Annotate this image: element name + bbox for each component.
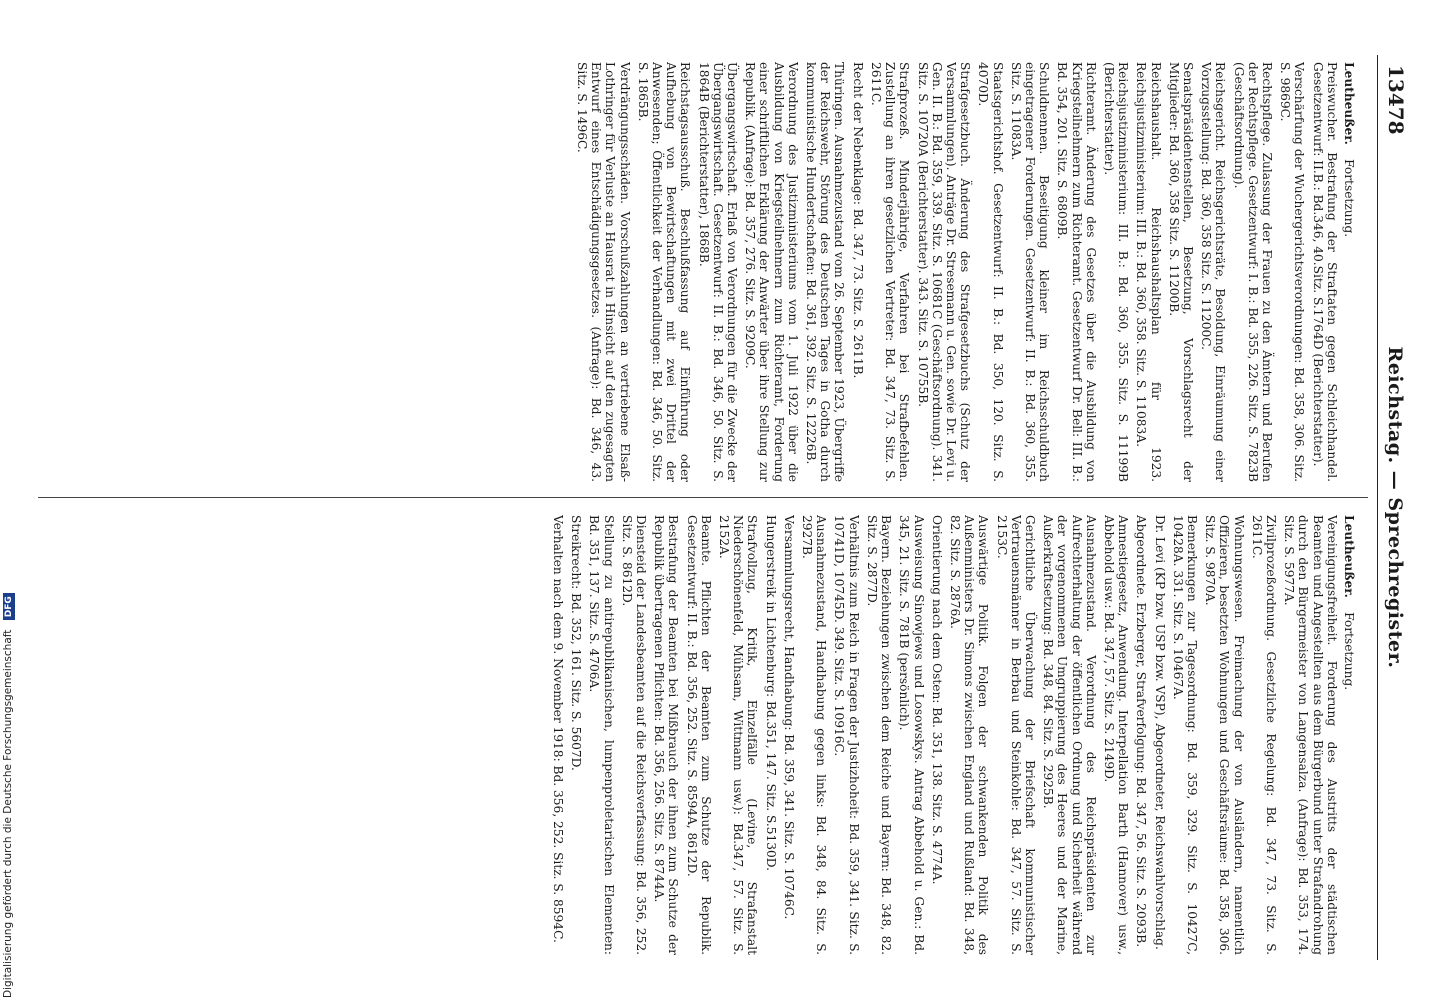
register-entry: Zivilprozeßordnung. Gesetzliche Regelung: Bd. 347, 73. Sitz. S. 2611C. bbox=[1249, 515, 1278, 955]
register-entry: Diensteid der Landesbeamten auf die Reichsverfassung: Bd. 356, 252. Sitz. S. 8612D. bbox=[619, 515, 649, 955]
continuation-label: Fortsetzung. bbox=[1342, 159, 1356, 238]
running-title: Reichstag. — Sprechregister. bbox=[1384, 346, 1406, 669]
register-entry: Schuldnennen. Beseitigung kleiner im Reichsschuldbuch eingetragener Forderungen. Gesetzentwurf: II. B.: Bd. 360, 355. Sitz. S. 11083A. bbox=[1008, 62, 1052, 482]
register-entry: Ausweisung Sinowjews und Losowskys. Antrag Abbehold u. Gen.: Bd. 345, 21. Sitz. S. 781B (persönlich). bbox=[897, 515, 926, 955]
register-entry: Vereinigungsfreiheit. Forderung des Austritts der städtischen Beamten und Angestellten aus dem Bürgerbund unter Strafandrohung durch den Bürgermeister von Langensalza. (Anfrage): Bd. 353, 174. Sitz. S. 5977A. bbox=[1282, 515, 1339, 955]
register-entry: Beamte. Pflichten der Beamten zum Schutze der Republik. Gesetzentwurf: II. B.: Bd. 356, 252. Sitz. S. 8594A, 8612D. bbox=[684, 515, 713, 955]
right-column bbox=[46, 515, 1356, 955]
speaker-name: Leutheußer. bbox=[1342, 62, 1356, 145]
register-entry: Übergangswirtschaft. Erlaß von Verordnungen für die Zwecke der Übergangswirtschaft. Gesetzentwurf: II. B.: Bd. 346, 50. Sitz. S. 1864B (Berichterstatter), 1868B. bbox=[696, 62, 740, 482]
left-column bbox=[46, 62, 1356, 482]
register-entry: Verhältnis zum Reich in Fragen der Justizhoheit: Bd. 359, 341. Sitz. S. 10741D, 10745D. 349. Sitz. S. 10916C. bbox=[832, 515, 861, 955]
register-entry: Bestrafung der Beamten bei Mißbrauch der ihnen zum Schutze der Republik übertragenen Pflichten: Bd. 356, 256. Sitz. S. 8744A. bbox=[652, 515, 681, 955]
column-heading bbox=[1342, 62, 1356, 482]
column-heading bbox=[1342, 515, 1356, 955]
register-entry: Strafprozeß. Minderjährige, Verfahren bei Strafbefehlen. Zustellung an ihren gesetzlichen Vertreter: Bd. 347, 73. Sitz. S. 2611C. bbox=[868, 62, 912, 482]
footer-credit-text: Digitalisierung gefördert durch die Deutsche Forschungsgemeinschaft bbox=[2, 629, 14, 998]
register-entry: Stellung zu antirepublikanischen, lumpenproletarischen Elementen: Bd. 351, 137. Sitz. S. 4706A. bbox=[587, 515, 616, 955]
register-entry: Auswärtige Politik. Folgen der schwankenden Politik des Außenministers Dr. Simons zwischen England und Rußland: Bd. 348, 82. Sitz. S. 2876A. bbox=[947, 515, 991, 955]
footer-credit bbox=[2, 0, 24, 998]
register-entry: Reichshaushalt. Reichshaushaltsplan für 1923. Reichsjustizministerium: III. B.: Bd. 360, 358. Sitz. S. 11083A. bbox=[1134, 62, 1163, 482]
register-entry: Verdrängungsschäden. Vorschußzahlungen an vertriebene Elsaß-Lothringer für Verluste an Hausrat in Hinsicht auf den zugesagten Entwurf eines Entschädigungsgesetzes. (Anfrage): Bd. 346, 43. Sitz. S. 1496C. bbox=[575, 62, 632, 482]
register-entry: Amnestiegesetz, Anwendung. Interpellation Barth (Hannover) usw., Abbehold usw.: Bd. 347, 57. Sitz. S. 2149D. bbox=[1101, 515, 1131, 955]
register-entry: Preiswucher. Bestrafung der Straftaten gegen Schleichhandel. Gesetzentwurf: II.B.: Bd.346, 40.Sitz. S.1764D (Berichterstatter). bbox=[1310, 62, 1339, 482]
speaker-name: Leutheußer. bbox=[1342, 515, 1356, 598]
register-entry: Recht der Nebenklage: Bd. 347, 73. Sitz. S. 2611B. bbox=[850, 62, 865, 379]
register-entry: Reichsjustizministerium: III. B.: Bd. 360, 355. Sitz. S. 11199B (Berichterstatter). bbox=[1101, 62, 1131, 482]
register-entry: Gerichtliche Überwachung der Briefschaft kommunistischer Vertrauensmänner in Berbau und Steinkohle: Bd. 347, 57. Sitz. S. 2153C. bbox=[994, 515, 1037, 955]
register-entry: Ausnahmezustand, Handhabung gegen links: Bd. 348, 84. Sitz. S. 2927B. bbox=[800, 515, 829, 955]
dfg-logo-icon: DFG bbox=[3, 593, 15, 620]
column-divider bbox=[38, 497, 1368, 498]
page-number: 13478 bbox=[1384, 65, 1408, 135]
register-entry: Bayern. Beziehungen zwischen dem Reiche und Bayern: Bd. 348, 82. Sitz. S. 2877D. bbox=[864, 515, 894, 955]
page-header bbox=[1377, 55, 1412, 960]
register-entry: Ausnahmezustand. Verordnung des Reichspräsidenten zur Aufrechterhaltung der öffentlichen Ordnung und Sicherheit während der vorgenommenen Umgruppierung des Heeres und der Marine, Außerkraftsetzung: Bd. 348, 84. Sitz. S. 2925B. bbox=[1041, 515, 1098, 955]
register-entry: Streikrecht: Bd. 352, 161. Sitz. S. 5607D. bbox=[569, 515, 584, 771]
register-entry: Staatsgerichtshof. Gesetzentwurf: II. B.: Bd. 350, 120. Sitz. S. 4070D. bbox=[976, 62, 1005, 482]
entry-list bbox=[551, 515, 1339, 955]
register-entry: Rechtspflege. Zulassung der Frauen zu den Ämtern und Berufen der Rechtspflege. Gesetzentwurf: I. B.: Bd. 355, 226. Sitz. S. 7823B (Geschäftsordnung). bbox=[1231, 62, 1274, 482]
register-entry: Abgeordnete. Erzberger, Strafverfolgung: Bd. 347, 56. Sitz. S. 2093B. bbox=[1134, 515, 1149, 948]
register-entry: Reichstagsausschuß. Beschlußfassung auf Einführung oder Aufhebung von Bewirtschaftungen mit zwei Drittel der Anwesenden; Öffentlichkeit der Verhandlungen: Bd. 346, 50. Sitz. S. 1865B. bbox=[635, 62, 693, 482]
register-entry: Verhalten nach dem 9. November 1918: Bd. 356, 252. Sitz. S. 8594C. bbox=[551, 515, 566, 943]
register-entry: Strafvollzug, Kritik, Einzelfälle (Levine, Strafanstalt Niederschönenfeld, Mühsam, Wittmann usw.): Bd.347, 57. Sitz. S. 2152A. bbox=[717, 515, 760, 955]
entry-list bbox=[575, 62, 1339, 482]
register-entry: Strafgesetzbuch. Änderung des Strafgesetzbuchs (Schutz der Versammlungen). Anträge Dr. Stresemann u. Gen. sowie Dr. Levi u. Gen. II. B.: Bd. 359, 339. Sitz. S. 10681C (Geschäftsordnung). 341. Sitz. S. 10720A (Berichterstatter). 343. Sitz. S. 10755B. bbox=[915, 62, 973, 482]
register-entry: Senatspräsidentenstellen, Besetzung, Vorschlagsrecht der Mitglieder: Bd. 360, 358 Sitz. S. 11200B. bbox=[1166, 62, 1195, 482]
register-entry: Thüringen. Ausnahmezustand vom 26. September 1923, Übergriffe der Reichswehr, Störung des Deutschen Tages in Gotha durch kommunistische Hundertschaften: Bd. 361, 392. Sitz. S. 12226B. bbox=[804, 62, 847, 482]
register-entry: Verschärfung der Wuchergerichtsverordnungen: Bd. 358, 306. Sitz. S. 9869C. bbox=[1278, 62, 1307, 482]
register-entry: Bemerkungen zur Tagesordnung: Bd. 359, 329. Sitz. S. 10427C, 10428A. 331. Sitz. S. 10467A. bbox=[1170, 515, 1199, 955]
continuation-label: Fortsetzung. bbox=[1342, 612, 1356, 691]
register-entry: Versammlungsrecht, Handhabung: Bd. 359, 341. Sitz. S. 10746C. bbox=[781, 515, 796, 920]
register-entry: Verordnung des Justizministeriums vom 1. Juli 1922 über die Ausbildung von Kriegsteilnehmern zum Richteramt, Forderung einer schriftlichen Erklärung der Anwärter über ihre Stellung zur Republik. (Anfrage): Bd. 357, 276. Sitz. S. 9209C. bbox=[743, 62, 800, 482]
register-entry: Reichsgericht. Reichsgerichtsräte, Besoldung, Einräumung einer Vorzugsstellung: Bd. 360, 358 Sitz. S. 11200C. bbox=[1199, 62, 1228, 482]
register-entry: Orientierung nach dem Osten: Bd. 351, 138. Sitz. S. 4774A. bbox=[929, 515, 944, 885]
register-entry: Dr. Levi (KP bzw. USP bzw. VSP), Abgeordneter, Reichswahlvorschlag. bbox=[1152, 515, 1167, 950]
register-entry: Wohnungswesen. Freimachung der von Ausländern, namentlich Offizieren, besetzten Wohnungen und Geschäftsräume: Bd. 358, 306. Sitz. S. 9870A. bbox=[1203, 515, 1246, 955]
register-entry: Richteramt. Änderung des Gesetzes über die Ausbildung von Kriegsteilnehmern zum Richteramt. Gesetzentwurf Dr. Bell: III. B.: Bd. 354, 201. Sitz. S. 6809B. bbox=[1055, 62, 1098, 482]
register-entry: Hungerstreik in Lichtenburg: Bd.351, 147. Sitz. S.5130D. bbox=[763, 515, 778, 872]
